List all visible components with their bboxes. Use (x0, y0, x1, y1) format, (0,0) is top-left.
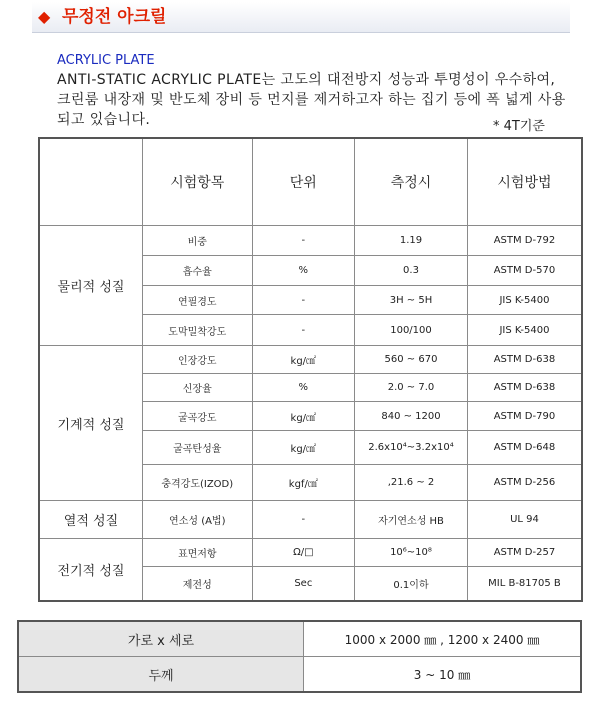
cell-unit: % (252, 256, 355, 286)
category-physical: 물리적 성질 (39, 226, 142, 346)
cell-item: 제전성 (142, 567, 252, 601)
cell-method: ASTM D-257 (467, 539, 582, 567)
table-row (39, 501, 582, 539)
cell-unit: - (252, 501, 355, 539)
spec-header-row (39, 138, 582, 226)
cell-item: 표면저항 (142, 539, 252, 567)
cell-item: 도막밀착강도 (142, 315, 252, 346)
dim-label-thickness: 두께 (18, 657, 304, 693)
cell-unit: kgf/㎠ (252, 465, 355, 501)
page-title: 무정전 아크릴 (62, 7, 167, 27)
cell-item: 굴곡탄성율 (142, 431, 252, 465)
cell-item: 비중 (142, 226, 252, 256)
cell-method: ASTM D-792 (467, 226, 582, 256)
header-test-item: 시험항목 (142, 138, 252, 226)
cell-method: MIL B-81705 B (467, 567, 582, 601)
cell-item: 신장율 (142, 374, 252, 402)
cell-value: ,21.6 ~ 2 (355, 465, 468, 501)
table-row (18, 657, 581, 693)
table-row (39, 346, 582, 374)
header-measured: 측정시 (355, 138, 468, 226)
cell-method: ASTM D-790 (467, 402, 582, 431)
product-description: ANTI-STATIC ACRYLIC PLATE는 고도의 대전방지 성능과 투명성이 우수하여, 크린룸 내장재 및 반도체 장비 등 먼지를 제거하고자 하는 집기 등에 폭 넓게 사용되고 있습니다. (57, 72, 566, 128)
cell-value: 1.19 (355, 226, 468, 256)
spec-header-corner (39, 138, 142, 226)
cell-method: JIS K-5400 (467, 286, 582, 315)
thickness-note: * 4T기준 (493, 119, 545, 134)
cell-unit: - (252, 286, 355, 315)
table-row (39, 539, 582, 567)
cell-method: JIS K-5400 (467, 315, 582, 346)
cell-value: 560 ~ 670 (355, 346, 468, 374)
cell-item: 충격강도(IZOD) (142, 465, 252, 501)
cell-item: 굴곡강도 (142, 402, 252, 431)
cell-unit: % (252, 374, 355, 402)
cell-method: ASTM D-256 (467, 465, 582, 501)
dimensions-table (17, 620, 582, 693)
cell-unit: - (252, 226, 355, 256)
title-banner (32, 2, 570, 33)
cell-unit: kg/㎠ (252, 346, 355, 374)
cell-value: 2.6x10⁴~3.2x10⁴ (355, 431, 468, 465)
cell-method: ASTM D-638 (467, 346, 582, 374)
cell-method: ASTM D-638 (467, 374, 582, 402)
cell-unit: kg/㎠ (252, 431, 355, 465)
cell-value: 2.0 ~ 7.0 (355, 374, 468, 402)
dim-value-thickness: 3 ~ 10 ㎜ (304, 657, 582, 693)
cell-method: ASTM D-648 (467, 431, 582, 465)
dim-label-size: 가로 x 세로 (18, 621, 304, 657)
cell-item: 연필경도 (142, 286, 252, 315)
cell-unit: - (252, 315, 355, 346)
category-mechanical: 기계적 성질 (39, 346, 142, 501)
cell-item: 연소성 (A법) (142, 501, 252, 539)
header-method: 시험방법 (467, 138, 582, 226)
cell-value: 10⁶~10⁸ (355, 539, 468, 567)
cell-unit: kg/㎠ (252, 402, 355, 431)
cell-method: UL 94 (467, 501, 582, 539)
cell-value: 3H ~ 5H (355, 286, 468, 315)
spec-table (38, 137, 583, 602)
cell-item: 흡수율 (142, 256, 252, 286)
cell-unit: Ω/□ (252, 539, 355, 567)
cell-value: 0.3 (355, 256, 468, 286)
dim-value-size: 1000 x 2000 ㎜ , 1200 x 2400 ㎜ (304, 621, 582, 657)
diamond-icon: ◆ (38, 7, 51, 26)
cell-value: 0.1이하 (355, 567, 468, 601)
cell-value: 840 ~ 1200 (355, 402, 468, 431)
cell-value: 자기연소성 HB (355, 501, 468, 539)
header-unit: 단위 (252, 138, 355, 226)
table-row (18, 621, 581, 657)
cell-unit: Sec (252, 567, 355, 601)
cell-value: 100/100 (355, 315, 468, 346)
cell-item: 인장강도 (142, 346, 252, 374)
product-subtitle: ACRYLIC PLATE (57, 53, 155, 68)
category-thermal: 열적 성질 (39, 501, 142, 539)
cell-method: ASTM D-570 (467, 256, 582, 286)
table-row (39, 226, 582, 256)
category-electrical: 전기적 성질 (39, 539, 142, 601)
